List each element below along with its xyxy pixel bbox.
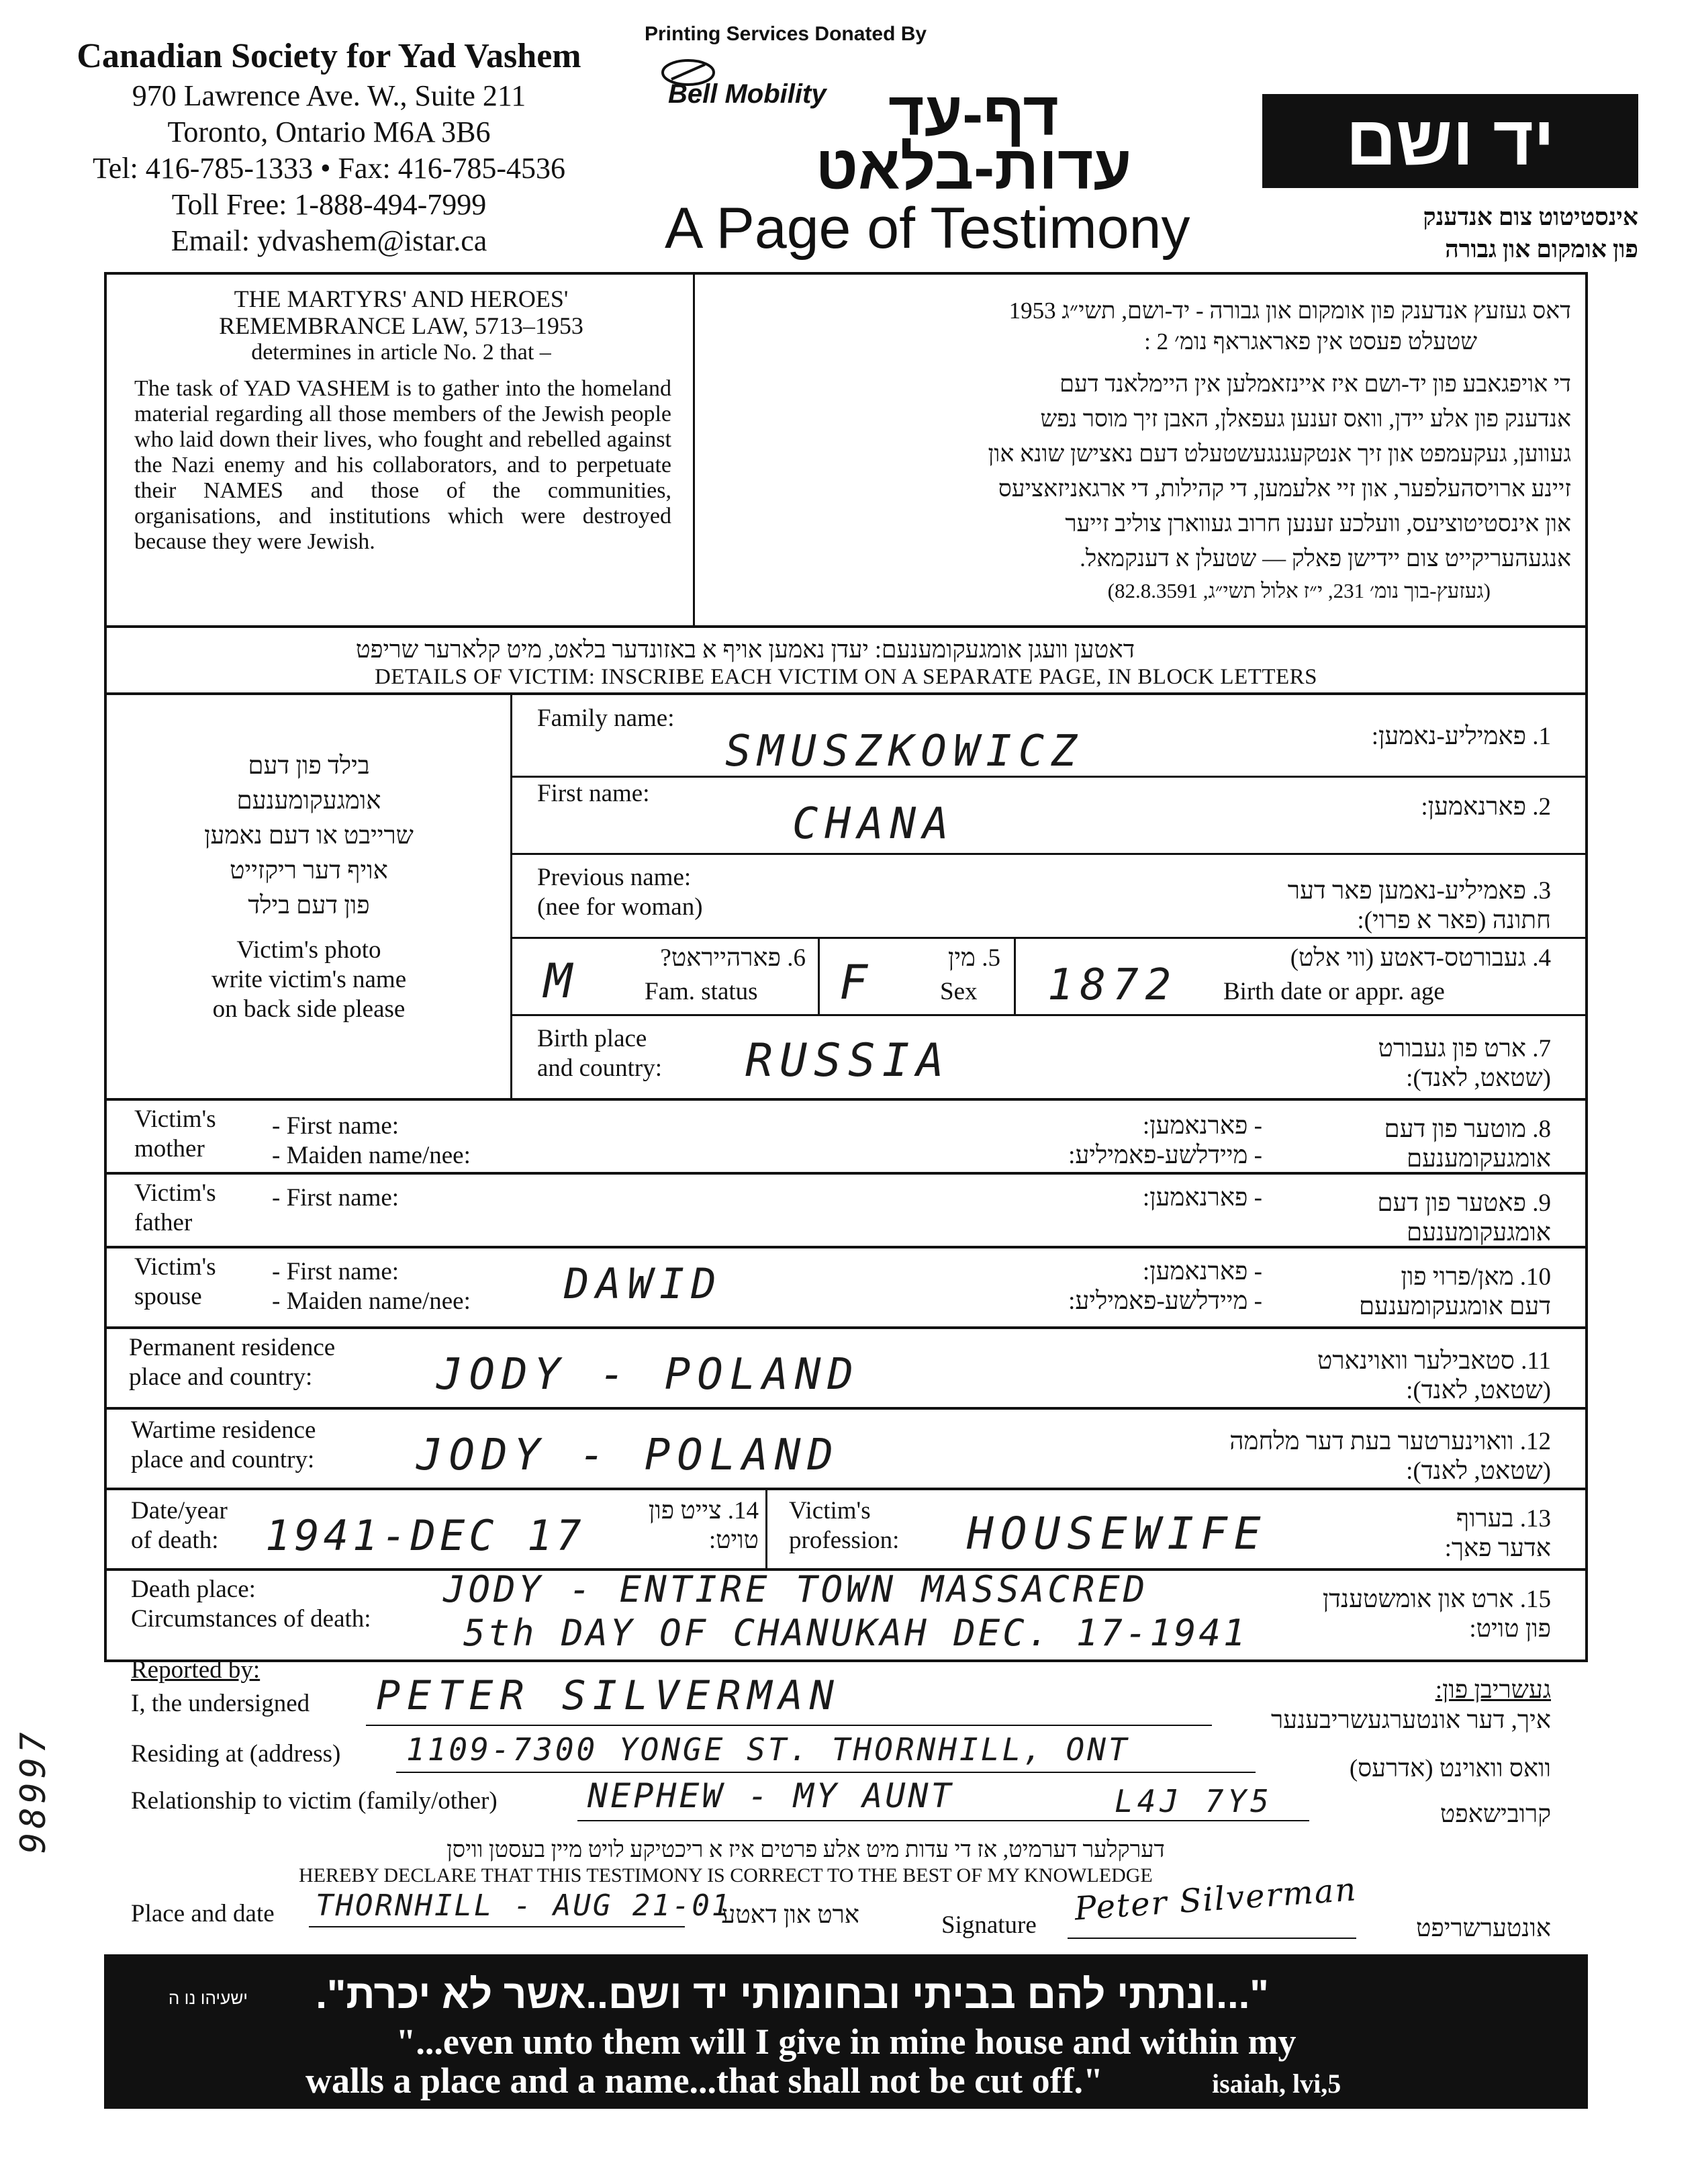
- residing-label: Residing at (address): [131, 1740, 341, 1768]
- permanent-residence-label-2: place and country:: [129, 1363, 313, 1391]
- profession-label-1: Victim's: [789, 1497, 871, 1525]
- institute-line-1: אינסטיטוט צום אנדענק: [1423, 203, 1638, 230]
- signature-field[interactable]: Peter Silverman: [1073, 1870, 1358, 1928]
- permanent-residence-yiddish: [1209, 1347, 1551, 1406]
- previous-name-yiddish-1: 3. פאמיליע-נאמען פאר דער: [1287, 877, 1551, 905]
- phone-fax: Tel: 416-785-1333 • Fax: 416-785-4536: [92, 152, 566, 185]
- law-yiddish-line: דאס געזעץ אנדענק פון אומקום און גבורה - יד-ושם, תשי״ג 1953: [1008, 298, 1571, 324]
- mother-heb-sub-2: - מיידלשע-פאמיליע:: [1068, 1142, 1262, 1169]
- cell-divider: [1014, 937, 1016, 1014]
- death-date-yiddish-1: 14. צייט פון: [648, 1497, 759, 1525]
- spouse-label: [134, 1253, 216, 1312]
- photo-yiddish-line: בילד פון דעם: [248, 752, 370, 780]
- section-divider: [104, 1326, 1588, 1329]
- photo-yiddish-line: אומגעקומענעם: [236, 787, 381, 815]
- spouse-first-name-label: - First name:: [272, 1258, 399, 1285]
- birth-place-yiddish-1: 7. ארט פון געבורט: [1378, 1035, 1551, 1062]
- photo-placeholder[interactable]: [121, 749, 497, 1024]
- death-place-label-1: Death place:: [131, 1576, 256, 1603]
- photo-english-line: Victim's photo: [236, 936, 381, 964]
- section-divider: [104, 1407, 1588, 1410]
- profession-field[interactable]: HOUSEWIFE: [967, 1508, 1268, 1559]
- sponsor-name: Bell Mobility: [668, 79, 827, 109]
- wartime-residence-label-1: Wartime residence: [131, 1416, 316, 1444]
- previous-name-yiddish: [1074, 876, 1551, 936]
- row-divider: [510, 937, 1588, 939]
- death-place-yiddish: [1316, 1585, 1551, 1644]
- section-divider: [104, 1488, 1588, 1490]
- death-place-field-1[interactable]: JODY - ENTIRE TOWN MASSACRED: [443, 1568, 1149, 1610]
- father-heb-sub: - פארנאמען:: [1142, 1184, 1262, 1212]
- spouse-label-1: Victim's: [134, 1253, 216, 1281]
- mother-yiddish-2: אומגעקומענעם: [1407, 1145, 1551, 1173]
- undersigned-yiddish: איך, דער אונטערגעשריבענער: [1270, 1707, 1551, 1734]
- spouse-heb-sub: [927, 1257, 1262, 1316]
- father-yiddish: [1276, 1189, 1551, 1248]
- undersigned-field[interactable]: PETER SILVERMAN: [376, 1672, 841, 1719]
- law-heading-1: THE MARTYRS' AND HEROES': [234, 285, 569, 312]
- death-date-label-2: of death:: [131, 1527, 219, 1554]
- signature-label: Signature: [941, 1911, 1037, 1939]
- profession-yiddish-1: 13. בערוף: [1456, 1505, 1551, 1533]
- spouse-yiddish-1: 10. מאן/פרוי פון: [1401, 1263, 1551, 1291]
- details-header-yiddish: דאטען וועגן אומגעקומענעם: יעדן נאמען אויף א באזונדער בלאט, מיט קלארער שריפט: [355, 636, 1135, 663]
- mother-label-1: Victim's: [134, 1105, 216, 1133]
- spouse-maiden-name-label: - Maiden name/nee:: [272, 1287, 471, 1315]
- father-first-name-label: - First name:: [272, 1184, 399, 1212]
- title-english: A Page of Testimony: [665, 196, 1190, 261]
- death-date-label-1: Date/year: [131, 1497, 228, 1525]
- wartime-residence-yiddish: [1108, 1427, 1551, 1486]
- spouse-heb-sub-2: - מיידלשע-פאמיליע:: [1068, 1287, 1262, 1315]
- footer-hebrew: "...ונתתי להם בביתי ובחומותי יד ושם..אשר לא יכרת".: [316, 1972, 1269, 2017]
- spouse-heb-sub-1: - פארנאמען:: [1142, 1258, 1262, 1285]
- sex-label: Sex: [940, 978, 978, 1005]
- family-name-label: Family name:: [537, 704, 675, 732]
- father-label: [134, 1179, 216, 1238]
- birth-date-label: Birth date or appr. age: [1223, 978, 1445, 1005]
- input-underline: [366, 1725, 1212, 1726]
- place-date-label: Place and date: [131, 1900, 275, 1927]
- details-header-english: DETAILS OF VICTIM: INSCRIBE EACH VICTIM ON A SEPARATE PAGE, IN BLOCK LETTERS: [374, 665, 1318, 689]
- mother-yiddish-1: 8. מוטער פון דעם: [1384, 1116, 1551, 1143]
- permanent-residence-label-1: Permanent residence: [129, 1334, 336, 1361]
- sex-yiddish: 5. מין: [947, 944, 1000, 972]
- title-yiddish-2: עדות-בלאט: [815, 134, 1132, 202]
- photo-yiddish-line: פון דעם בילד: [248, 892, 370, 919]
- reported-by-yiddish: געשריבן פון:: [1435, 1676, 1551, 1704]
- sex-field[interactable]: F: [839, 955, 875, 1010]
- mother-first-name-label: - First name:: [272, 1112, 399, 1140]
- birth-place-yiddish: [1141, 1034, 1551, 1093]
- law-yiddish-line: שטעלט פעסט אין פאראגראף נומ׳ 2 :: [1144, 328, 1477, 355]
- footer-english-ref: isaiah, lvi,5: [1212, 2068, 1341, 2099]
- footer-english-1: "...even unto them will I give in mine house and within my: [395, 2021, 1297, 2062]
- birth-place-field[interactable]: RUSSIA: [745, 1034, 951, 1087]
- mother-label: [134, 1105, 216, 1164]
- law-heading-2: REMEMBRANCE LAW, 5713–1953: [219, 312, 583, 339]
- family-name-yiddish: 1. פאמיליע-נאמען:: [1371, 723, 1551, 750]
- photo-divider: [510, 695, 512, 1098]
- mother-heb-sub: [927, 1111, 1262, 1171]
- photo-english-line: on back side please: [212, 995, 406, 1023]
- undersigned-label: I, the undersigned: [131, 1690, 310, 1717]
- postal-code-field[interactable]: L4J 7Y5: [1115, 1783, 1273, 1819]
- birth-date-field[interactable]: 1872: [1047, 960, 1178, 1010]
- footer-english-2: walls a place and a name...that shall not be cut off.": [305, 2060, 1104, 2101]
- first-name-yiddish: 2. פארנאמען:: [1421, 793, 1551, 821]
- yad-vashem-logo: יד ושם: [1262, 94, 1638, 188]
- death-date-yiddish: [591, 1496, 759, 1555]
- society-address-block: [40, 35, 618, 259]
- law-yiddish-line: די אויפגאבע פון יד-ושם איז איינזאמלען אין היימלאנד דעם: [1059, 371, 1571, 397]
- permanent-residence-field[interactable]: JODY - POLAND: [436, 1350, 860, 1400]
- law-yiddish-line: געווען, געקעמפט און זיך אנטקעגנגעשטעלט דעם נאצישן שונא און: [988, 441, 1571, 467]
- title-yiddish-1: דף-עד: [888, 80, 1059, 148]
- first-name-label: First name:: [537, 780, 650, 807]
- spouse-sub-labels: [272, 1257, 471, 1316]
- permanent-residence-label: [129, 1333, 335, 1392]
- law-heading-3: determines in article No. 2 that –: [251, 340, 551, 365]
- previous-name-label: [537, 863, 703, 922]
- institute-line-2: פון אומקום און גבורה: [1445, 236, 1638, 263]
- residing-yiddish: וואס וואוינט (אדרעס): [1349, 1755, 1551, 1782]
- permanent-residence-yiddish-2: (שטאט, לאנד):: [1406, 1377, 1551, 1404]
- fam-status-label: Fam. status: [645, 978, 758, 1005]
- relationship-yiddish: קרובישאפט: [1440, 1801, 1551, 1828]
- family-name-field[interactable]: SMUSZKOWICZ: [725, 727, 1084, 776]
- law-heading: [131, 285, 671, 366]
- mother-sub-labels: [272, 1111, 471, 1171]
- address-line-2: Toronto, Ontario M6A 3B6: [167, 116, 491, 148]
- profession-yiddish: [1309, 1504, 1551, 1563]
- declaration-yiddish: דערקלער דערמיט, אז די עדות מיט אלע פרטים איז א ריכטיקע לויט מיין בעסטן וויסן: [446, 1837, 1165, 1862]
- law-body: The task of YAD VASHEM is to gather into the homeland material regarding all those members of the Jewish people who laid down their lives, who fought and rebelled against the Nazi enemy and his collaborators, and to perpetuate their NAMES and those of the communities, organisations, and institutions which were destroyed because they were Jewish.: [134, 376, 671, 554]
- fam-status-yiddish: 6. פארהייראט?: [660, 944, 806, 972]
- row-divider: [510, 776, 1588, 778]
- wartime-residence-label-2: place and country:: [131, 1446, 315, 1473]
- wartime-residence-field[interactable]: JODY - POLAND: [416, 1430, 840, 1480]
- declaration-english: HEREBY DECLARE THAT THIS TESTIMONY IS CORRECT TO THE BEST OF MY KNOWLEDGE: [299, 1864, 1153, 1886]
- death-date-yiddish-2: טויט:: [708, 1527, 759, 1554]
- relationship-field[interactable]: NEPHEW - MY AUNT: [587, 1776, 954, 1815]
- father-label-1: Victim's: [134, 1179, 216, 1207]
- birth-date-yiddish: 4. געבורטס-דאטע (ווי אלט): [1290, 944, 1551, 972]
- residing-field[interactable]: 1109-7300 YONGE ST. THORNHILL, ONT: [406, 1731, 1130, 1768]
- signature-yiddish: אונטערשריפט: [1416, 1915, 1551, 1942]
- previous-name-yiddish-2: חתונה (פאר א פרוי):: [1357, 907, 1551, 934]
- wartime-residence-label: [131, 1416, 316, 1475]
- birth-place-yiddish-2: (שטאט, לאנד):: [1406, 1064, 1551, 1092]
- place-date-yiddish: ארט און דאטע: [721, 1901, 859, 1929]
- email-address: Email: ydvashem@istar.ca: [171, 224, 487, 257]
- law-divider: [693, 272, 695, 628]
- father-yiddish-2: אומגעקומענעם: [1407, 1219, 1551, 1246]
- relationship-label: Relationship to victim (family/other): [131, 1787, 498, 1815]
- spouse-yiddish-2: דעם אומגעקומענעם: [1358, 1293, 1551, 1320]
- death-date-label: [131, 1496, 228, 1555]
- toll-free: Toll Free: 1-888-494-7999: [171, 188, 487, 221]
- death-place-label-2: Circumstances of death:: [131, 1605, 371, 1633]
- law-yiddish-line: אנגעהעריקייט צום יידישן פאלק — שטעלן א דענקמאל.: [1080, 545, 1571, 572]
- law-yiddish-line: (געזעץ-בוך נומ׳ 231, י״ז אלול תשי״ג, 82.8.3591): [1107, 579, 1491, 602]
- cell-divider: [818, 937, 820, 1014]
- profession-yiddish-2: אדער פאך:: [1444, 1535, 1551, 1562]
- fam-status-field[interactable]: M: [544, 954, 579, 1009]
- law-yiddish: [712, 295, 1571, 606]
- profession-label: [789, 1496, 899, 1555]
- profession-label-2: profession:: [789, 1527, 900, 1554]
- row-divider: [510, 853, 1588, 855]
- spouse-label-2: spouse: [134, 1283, 202, 1310]
- death-place-field-2[interactable]: 5th DAY OF CHANUKAH DEC. 17-1941: [463, 1612, 1248, 1654]
- input-underline: [1068, 1938, 1356, 1939]
- section-divider: [104, 1246, 1588, 1248]
- mother-maiden-name-label: - Maiden name/nee:: [272, 1142, 471, 1169]
- birth-place-label-1: Birth place: [537, 1025, 647, 1052]
- photo-english-line: write victim's name: [211, 966, 407, 993]
- section-divider: [104, 1098, 1588, 1101]
- footer-hebrew-ref: ישעיהו נו ה: [168, 1988, 248, 2008]
- mother-heb-sub-1: - פארנאמען:: [1142, 1112, 1262, 1140]
- address-line-1: 970 Lawrence Ave. W., Suite 211: [132, 79, 526, 112]
- death-date-field[interactable]: 1941-DEC 17: [265, 1511, 585, 1560]
- side-number: 98997: [13, 1728, 54, 1854]
- father-label-2: father: [134, 1209, 193, 1236]
- input-underline: [309, 1926, 685, 1927]
- first-name-field[interactable]: CHANA: [792, 799, 955, 849]
- photo-yiddish-line: אויף דער ריקזייט: [230, 857, 388, 884]
- wartime-residence-yiddish-1: 12. וואוינערטער בעת דער מלחמה: [1229, 1428, 1551, 1455]
- reported-by-heading: Reported by:: [131, 1656, 261, 1684]
- section-divider: [104, 1172, 1588, 1175]
- law-yiddish-line: אנדענק פון אלע יידן, וואס זענען געפאלן, האבן זיך מוסר נפש: [1040, 406, 1571, 432]
- spouse-first-name-field[interactable]: DAWID: [564, 1259, 723, 1308]
- previous-name-label-2: (nee for woman): [537, 893, 703, 921]
- birth-place-label: [537, 1024, 662, 1083]
- input-underline: [577, 1820, 1309, 1821]
- law-yiddish-line: און אינסטיטוציעס, וועלכע זענען חרוב געווארן צוליב זייער: [1065, 510, 1571, 537]
- birth-place-label-2: and country:: [537, 1054, 662, 1082]
- mother-label-2: mother: [134, 1135, 205, 1163]
- wartime-residence-yiddish-2: (שטאט, לאנד):: [1406, 1457, 1551, 1485]
- cell-divider: [765, 1488, 767, 1568]
- law-yiddish-line: זיינע ארויסהעלפער, און זיי אלעמען, די קהילות, די ארגאניזאציעס: [998, 475, 1571, 502]
- row-divider: [510, 1014, 1588, 1016]
- printing-credit: Printing Services Donated By: [645, 23, 927, 45]
- place-date-field[interactable]: THORNHILL - AUG 21-01: [316, 1889, 732, 1923]
- previous-name-label-1: Previous name:: [537, 864, 692, 891]
- permanent-residence-yiddish-1: 11. סטאבילער וואוינארט: [1317, 1347, 1551, 1375]
- mother-yiddish: [1276, 1115, 1551, 1174]
- spouse-yiddish: [1262, 1263, 1551, 1322]
- death-place-yiddish-2: פון טויט:: [1469, 1615, 1551, 1643]
- input-underline: [396, 1772, 1256, 1773]
- father-yiddish-1: 9. פאטער פון דעם: [1377, 1189, 1551, 1217]
- society-name: Canadian Society for Yad Vashem: [77, 37, 581, 75]
- death-place-label: [131, 1575, 371, 1634]
- photo-yiddish-line: שרייבט או דעם נאמען: [204, 822, 414, 850]
- death-place-yiddish-1: 15. ארט און אומשטענדן: [1322, 1586, 1551, 1613]
